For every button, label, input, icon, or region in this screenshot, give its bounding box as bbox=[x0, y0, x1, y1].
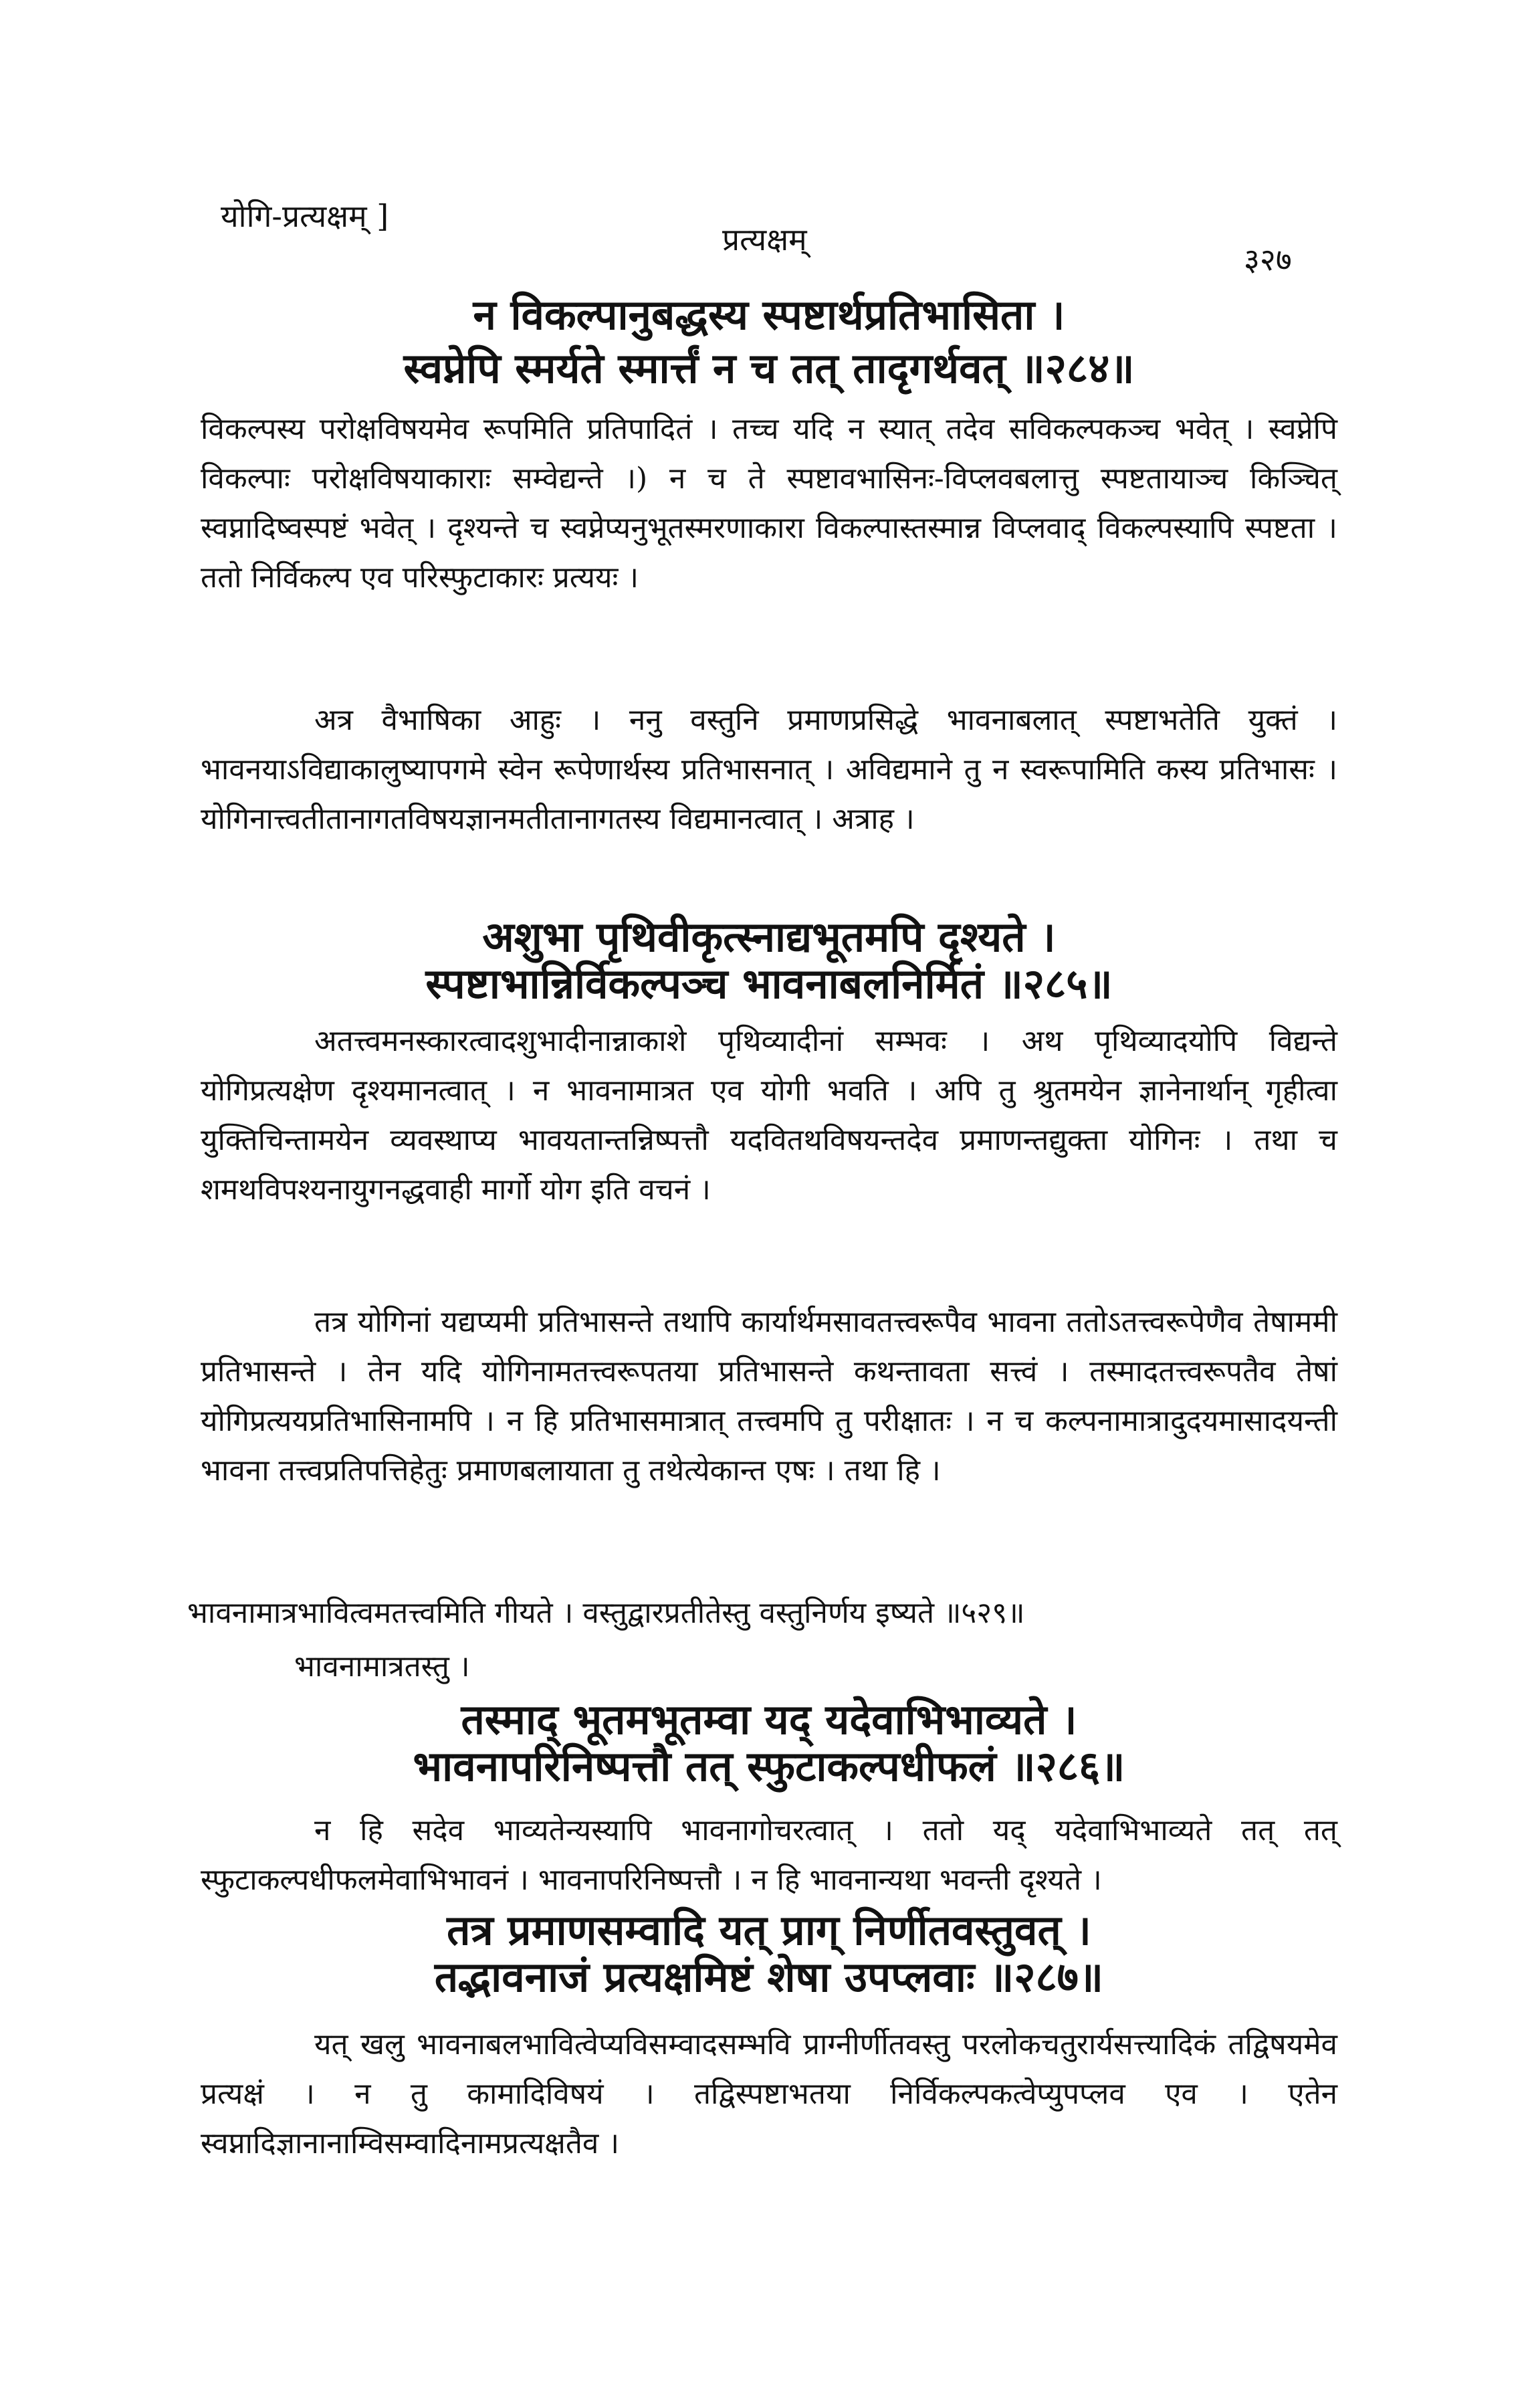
running-header-left: योगि-प्रत्यक्षम् ] bbox=[221, 198, 389, 234]
verse-284-line-2: स्वप्नेपि स्मर्यते स्मार्त्तं न च तत् तादृगर्थवत् ॥२८४॥ bbox=[403, 344, 1135, 393]
commentary-paragraph-5: न हि सदेव भाव्यतेन्यस्यापि भावनागोचरत्वात् । ततो यद् यदेवाभिभाव्यते तत् तत् स्फुटाकल्पधीफलमेवाभिभावनं । भावनापरिनिष्पत्तौ । न हि भावनान्यथा भवन्ती दृश्यते । bbox=[201, 1813, 1337, 1897]
verse-286-line-2: भावनापरिनिष्पत्तौ तत् स्फुटाकल्पधीफलं ॥२८६॥ bbox=[413, 1742, 1125, 1791]
karika-529: भावनामात्रभावित्वमतत्त्वमिति गीयते । वस्तुद्वारप्रतीतेस्तु वस्तुनिर्णय इष्यते ॥५२९॥ bbox=[187, 1596, 1025, 1630]
running-header-center: प्रत्यक्षम् bbox=[722, 221, 807, 258]
verse-286-line-1: तस्माद् भूतमभूतम्वा यद् यदेवाभिभाव्यते । bbox=[461, 1695, 1077, 1744]
verse-287-line-2: तद्भावनाजं प्रत्यक्षमिष्टं शेषा उपप्लवाः ॥२८७॥ bbox=[434, 1952, 1104, 2001]
connective-line: भावनामात्रतस्तु । bbox=[294, 1649, 470, 1684]
commentary-paragraph-2: अत्र वैभाषिका आहुः । ननु वस्तुनि प्रमाणप्रसिद्धे भावनाबलात् स्पष्टाभतेति युक्तं । भावनयाऽविद्याकालुष्यापगमे स्वेन रूपेणार्थस्य प्रतिभासनात् । अविद्यमाने तु न स्वरूपामिति कस्य प्रतिभासः । योगिनात्त्वतीतानागतविषयज्ञानमतीतानागतस्य विद्यमानत्वात् । अत्राह । bbox=[201, 703, 1337, 836]
commentary-paragraph-3: अतत्त्वमनस्कारत्वादशुभादीनान्नाकाशे पृथिव्यादीनां सम्भवः । अथ पृथिव्यादयोपि विद्यन्ते योगिप्रत्यक्षेण दृश्यमानत्वात् । न भावनामात्रत एव योगी भवति । अपि तु श्रुतमयेन ज्ञानेनार्थान् गृहीत्वा युक्तिचिन्तामयेन व्यवस्थाप्य भावयतान्तन्निष्पत्तौ यदवितथविषयन्तदेव प्रमाणन्तद्युक्ता योगिनः । तथा च शमथविपश्यनायुगनद्धवाही मार्गो योग इति वचनं । bbox=[201, 1024, 1337, 1207]
verse-284-line-1: न विकल्पानुबद्धस्य स्पष्टार्थप्रतिभासिता । bbox=[473, 290, 1065, 339]
verse-285-line-2: स्पष्टाभान्निर्विकल्पञ्च भावनाबलनिर्मितं ॥२८५॥ bbox=[425, 959, 1113, 1008]
verse-285-line-1: अशुभा पृथिवीकृत्स्नाद्यभूतमपि दृश्यते । bbox=[482, 912, 1056, 961]
commentary-paragraph-1: विकल्पस्य परोक्षविषयमेव रूपमिति प्रतिपादितं । तच्च यदि न स्यात् तदेव सविकल्पकञ्च भवेत् । स्वप्नेपि विकल्पाः परोक्षविषयाकाराः सम्वेद्यन्ते ।) न च ते स्पष्टावभासिनः-विप्लवबलात्तु स्पष्टतायाञ्च किञ्चित् स्वप्नादिष्वस्पष्टं भवेत् । दृश्यन्ते च स्वप्नेप्यनुभूतस्मरणाकारा विकल्पास्तस्मान्न विप्लवाद् विकल्पस्यापि स्पष्टता । ततो निर्विकल्प एव परिस्फुटाकारः प्रत्ययः । bbox=[201, 412, 1337, 595]
commentary-paragraph-4: तत्र योगिनां यद्यप्यमी प्रतिभासन्ते तथापि कार्यार्थमसावतत्त्वरूपैव भावना ततोऽतत्त्वरूपेणैव तेषाममी प्रतिभासन्ते । तेन यदि योगिनामतत्त्वरूपतया प्रतिभासन्ते कथन्तावता सत्त्वं । तस्मादतत्त्वरूपतैव तेषां योगिप्रत्ययप्रतिभासिनामपि । न हि प्रतिभासमात्रात् तत्त्वमपि तु परीक्षातः । न च कल्पनामात्रादुदयमासादयन्ती भावना तत्त्वप्रतिपत्तिहेतुः प्रमाणबलायाता तु तथेत्येकान्त एषः । तथा हि । bbox=[201, 1305, 1337, 1488]
verse-287-line-1: तत्र प्रमाणसम्वादि यत् प्राग् निर्णीतवस्तुवत् । bbox=[447, 1906, 1091, 1954]
page-number: ३२७ bbox=[1244, 241, 1292, 278]
commentary-paragraph-6: यत् खलु भावनाबलभावित्वेप्यविसम्वादसम्भवि प्राग्नीर्णीतवस्तु परलोकचतुरार्यसत्त्यादिकं तद्विषयमेव प्रत्यक्षं । न तु कामादिविषयं । तद्विस्पष्टाभतया निर्विकल्पकत्वेप्युपप्लव एव । एतेन स्वप्नादिज्ञानानाम्विसम्वादिनामप्रत्यक्षतैव । bbox=[201, 2027, 1337, 2161]
